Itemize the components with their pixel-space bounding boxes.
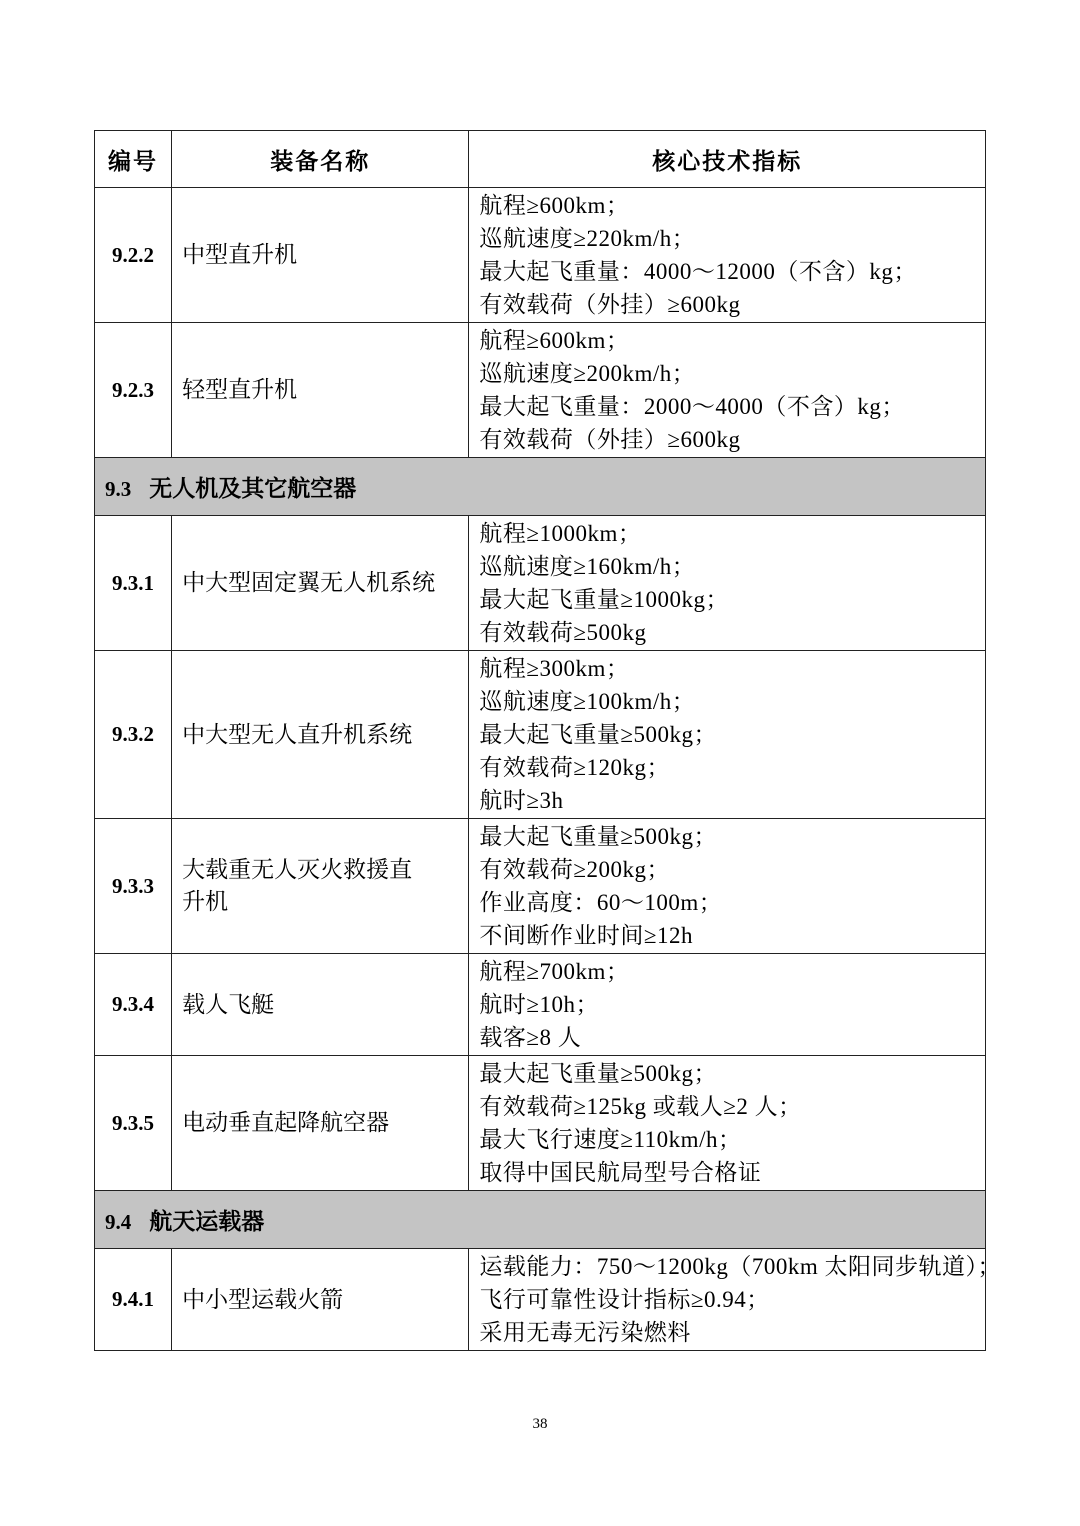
spec-cell xyxy=(469,651,986,819)
header-num: 编号 xyxy=(95,131,172,188)
equipment-name: 电动垂直起降航空器 xyxy=(172,1056,469,1191)
spec-cell xyxy=(469,323,986,458)
spec-line: 最大起飞重量≥1000kg； xyxy=(479,587,730,612)
spec-line: 飞行可靠性设计指标≥0.94； xyxy=(479,1287,770,1312)
table-header-row xyxy=(95,131,986,188)
table-body xyxy=(95,188,1002,1351)
spec-cell xyxy=(469,954,986,1056)
spec-line: 取得中国民航局型号合格证 xyxy=(479,1160,762,1185)
spec-line: 航时≥10h； xyxy=(479,992,600,1017)
spec-line: 最大起飞重量：4000～12000（不含）kg； xyxy=(479,259,917,284)
spec-cell xyxy=(469,1249,1002,1351)
table-row xyxy=(95,516,986,651)
spec-line: 有效载荷（外挂）≥600kg xyxy=(479,292,741,317)
item-number: 9.3.1 xyxy=(95,516,172,651)
spec-line: 巡航速度≥200km/h； xyxy=(479,361,696,386)
spec-cell xyxy=(469,1056,986,1191)
section-title: 航天运载器 xyxy=(149,1209,265,1235)
table-row xyxy=(95,651,986,819)
item-number: 9.3.4 xyxy=(95,954,172,1056)
spec-cell xyxy=(469,819,986,954)
item-number: 9.3.2 xyxy=(95,651,172,819)
equipment-name: 大载重无人灭火救援直升机 xyxy=(172,819,469,954)
item-number: 9.3.5 xyxy=(95,1056,172,1191)
table-row xyxy=(95,1249,986,1351)
equipment-name: 轻型直升机 xyxy=(172,323,469,458)
spec-line: 巡航速度≥100km/h； xyxy=(479,689,696,714)
table-row xyxy=(95,188,986,323)
spec-line: 最大起飞重量≥500kg； xyxy=(479,824,718,849)
spec-line: 有效载荷≥120kg； xyxy=(479,755,671,780)
header-name: 装备名称 xyxy=(172,131,469,188)
spec-line: 有效载荷（外挂）≥600kg xyxy=(479,427,741,452)
section-title: 无人机及其它航空器 xyxy=(149,476,357,502)
spec-cell xyxy=(469,188,986,323)
table-row xyxy=(95,1056,986,1191)
equipment-name: 载人飞艇 xyxy=(172,954,469,1056)
equipment-spec-table xyxy=(94,130,1002,1351)
spec-line: 采用无毒无污染燃料 xyxy=(479,1320,691,1345)
spec-line: 最大起飞重量≥500kg； xyxy=(479,1061,718,1086)
equipment-name: 中大型固定翼无人机系统 xyxy=(172,516,469,651)
spec-line: 运载能力：750～1200kg（700km 太阳同步轨道）； xyxy=(479,1254,1002,1279)
table-row xyxy=(95,954,986,1056)
item-number: 9.3.3 xyxy=(95,819,172,954)
spec-line: 巡航速度≥160km/h； xyxy=(479,554,696,579)
spec-line: 有效载荷≥500kg xyxy=(479,620,647,645)
spec-line: 最大起飞重量：2000～4000（不含）kg； xyxy=(479,394,905,419)
section-cell xyxy=(95,458,986,516)
equipment-name: 中小型运载火箭 xyxy=(172,1249,469,1351)
section-row xyxy=(95,458,986,516)
table-row xyxy=(95,819,986,954)
section-cell xyxy=(95,1191,986,1249)
item-number: 9.2.3 xyxy=(95,323,172,458)
spec-line: 巡航速度≥220km/h； xyxy=(479,226,696,251)
section-row xyxy=(95,1191,986,1249)
spec-line: 不间断作业时间≥12h xyxy=(479,923,694,948)
spec-line: 有效载荷≥200kg； xyxy=(479,857,671,882)
item-number: 9.4.1 xyxy=(95,1249,172,1351)
section-code: 9.3 xyxy=(105,477,132,501)
equipment-name: 中型直升机 xyxy=(172,188,469,323)
spec-line: 航程≥600km； xyxy=(479,193,630,218)
spec-line: 有效载荷≥125kg 或载人≥2 人； xyxy=(479,1094,802,1119)
spec-line: 航程≥300km； xyxy=(479,656,630,681)
spec-line: 航程≥700km； xyxy=(479,959,630,984)
page-number: 38 xyxy=(532,1416,548,1432)
spec-line: 作业高度：60～100m； xyxy=(479,890,723,915)
spec-cell xyxy=(469,516,986,651)
section-code: 9.4 xyxy=(105,1210,132,1234)
header-spec: 核心技术指标 xyxy=(469,131,986,188)
spec-line: 最大起飞重量≥500kg； xyxy=(479,722,718,747)
equipment-name: 中大型无人直升机系统 xyxy=(172,651,469,819)
table-row xyxy=(95,323,986,458)
spec-line: 航时≥3h xyxy=(479,788,564,813)
item-number: 9.2.2 xyxy=(95,188,172,323)
spec-line: 航程≥600km； xyxy=(479,328,630,353)
spec-line: 最大飞行速度≥110km/h； xyxy=(479,1127,742,1152)
spec-line: 载客≥8 人 xyxy=(479,1025,582,1050)
spec-line: 航程≥1000km； xyxy=(479,521,642,546)
